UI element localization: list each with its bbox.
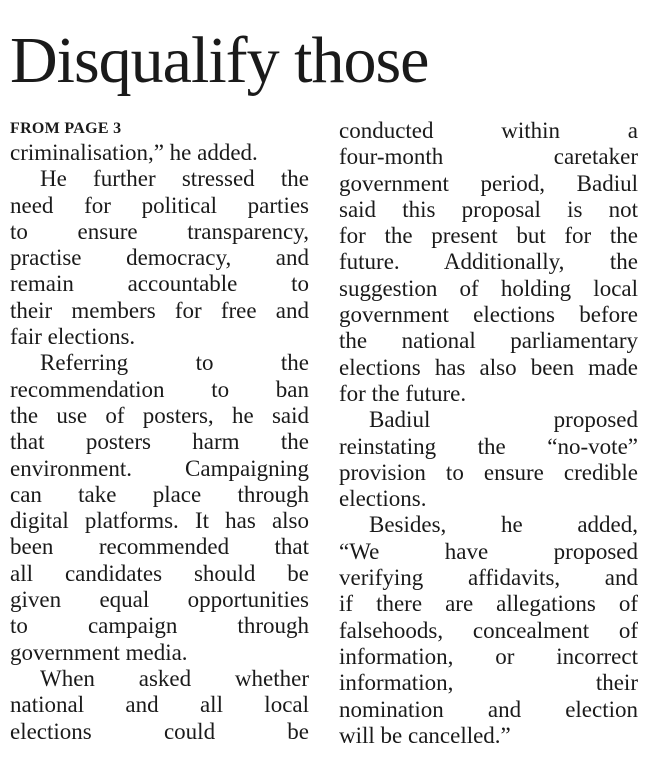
article-text-line: conducted within a — [339, 118, 638, 143]
article-text-line: elections could be — [10, 718, 309, 744]
article-text-line: four-month caretaker — [339, 144, 638, 170]
article-text-line: suggestion of holding local — [339, 275, 638, 301]
article-text-line: been recommended that — [10, 534, 309, 560]
article-text-line: nomination and election — [339, 696, 638, 722]
article-text-line: elections. — [339, 486, 427, 512]
article-text-line: that posters harm the — [10, 429, 309, 455]
article-text-line: elections has also been made — [339, 354, 638, 380]
article-text-line: to ensure transparency, — [10, 218, 309, 244]
article-text-line: environment. Campaigning — [10, 455, 309, 481]
article-text-line: Besides, he added, — [369, 512, 638, 538]
article-text-line: Badiul proposed — [369, 407, 638, 433]
article-text-line: if there are allegations of — [339, 591, 638, 617]
article-column-left — [10, 118, 309, 745]
article-text-line: digital platforms. It has also — [10, 508, 309, 534]
article-text-line: government elections before — [339, 302, 638, 328]
article-text-line: their members for free and — [10, 297, 309, 323]
article-text-line: reinstating the “no-vote” — [339, 433, 638, 459]
article-text-line: remain accountable to — [10, 271, 309, 297]
article-text-line: verifying affidavits, and — [339, 565, 638, 591]
article-text-line: “We have proposed — [339, 538, 638, 564]
article-text-line: recommendation to ban — [10, 376, 309, 402]
article-text-line: to campaign through — [10, 613, 309, 639]
article-text-line: national and all local — [10, 692, 309, 718]
continuation-kicker: FROM PAGE 3 — [10, 120, 122, 137]
article-text-line: the national parliamentary — [339, 328, 638, 354]
article-text-line: can take place through — [10, 481, 309, 507]
article-text-line: said this proposal is not — [339, 196, 638, 222]
article-text-line: for the future. — [339, 380, 467, 406]
article-text-line: Referring to the — [40, 350, 309, 376]
article-text-line: government media. — [10, 639, 188, 665]
article-text-line: for the present but for the — [339, 223, 638, 249]
article-text-line: falsehoods, concealment of — [339, 617, 638, 643]
article-text-line: information, or incorrect — [339, 643, 638, 669]
article-text-line: criminalisation,” he added. — [10, 140, 258, 165]
article-column-right — [339, 118, 638, 749]
article-text-line: need for political parties — [10, 192, 309, 218]
article-text-line: practise democracy, and — [10, 245, 309, 271]
article-text-line: the use of posters, he said — [10, 402, 309, 428]
left-column-text — [10, 140, 309, 745]
article-text-line: He further stressed the — [40, 166, 309, 192]
article-text-line: government period, Badiul — [339, 170, 638, 196]
article-text-line: future. Additionally, the — [339, 249, 638, 275]
article-text-line: all candidates should be — [10, 560, 309, 586]
article-text-line: When asked whether — [40, 665, 309, 691]
article-text-line: fair elections. — [10, 324, 136, 350]
headline: Disqualify those — [10, 24, 429, 97]
article-text-line: given equal opportunities — [10, 587, 309, 613]
article-text-line: information, their — [339, 670, 638, 696]
article-text-line: provision to ensure credible — [339, 459, 638, 485]
right-column-text — [339, 118, 638, 749]
article-text-line: will be cancelled.” — [339, 722, 511, 748]
